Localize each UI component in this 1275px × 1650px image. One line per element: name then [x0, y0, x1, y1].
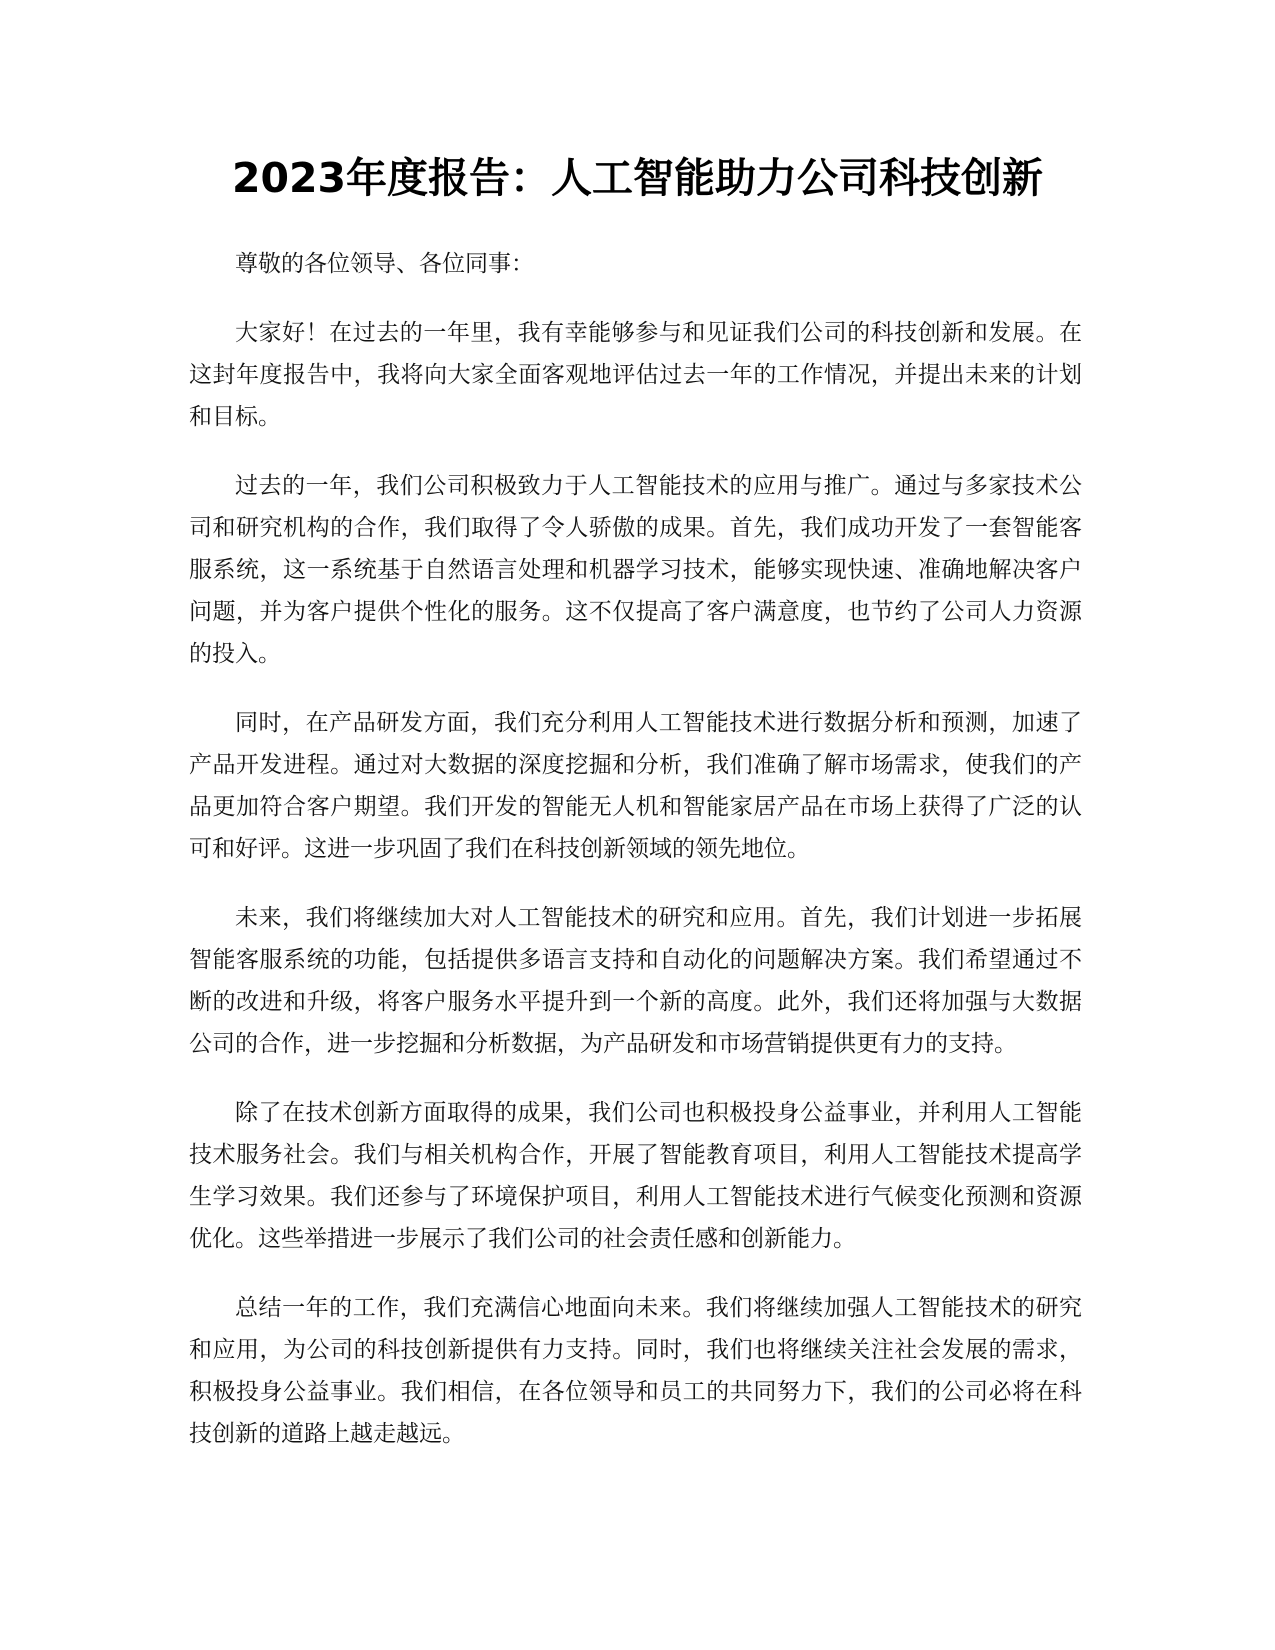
paragraph-product-rd: 同时，在产品研发方面，我们充分利用人工智能技术进行数据分析和预测，加速了产品开发进程。通过对大数据的深度挖掘和分析，我们准确了解市场需求，使我们的产品更加符合客户期望。我们开发的智能无人机和智能家居产品在市场上获得了广泛的认可和好评。这进一步巩固了我们在科技创新领域的领先地位。	[189, 710, 1082, 862]
paragraph-intro: 大家好！在过去的一年里，我有幸能够参与和见证我们公司的科技创新和发展。在这封年度报告中，我将向大家全面客观地评估过去一年的工作情况，并提出未来的计划和目标。	[189, 320, 1082, 430]
paragraph-summary: 总结一年的工作，我们充满信心地面向未来。我们将继续加强人工智能技术的研究和应用，为公司的科技创新提供有力支持。同时，我们也将继续关注社会发展的需求，积极投身公益事业。我们相信，在各位领导和员工的共同努力下，我们的公司必将在科技创新的道路上越走越远。	[189, 1295, 1082, 1447]
paragraph-salutation: 尊敬的各位领导、各位同事：	[235, 251, 534, 277]
document-body	[189, 243, 1082, 1482]
paragraph-future-plans: 未来，我们将继续加大对人工智能技术的研究和应用。首先，我们计划进一步拓展智能客服系统的功能，包括提供多语言支持和自动化的问题解决方案。我们希望通过不断的改进和升级，将客户服务水平提升到一个新的高度。此外，我们还将加强与大数据公司的合作，进一步挖掘和分析数据，为产品研发和市场营销提供更有力的支持。	[189, 905, 1082, 1057]
paragraph-ai-application: 过去的一年，我们公司积极致力于人工智能技术的应用与推广。通过与多家技术公司和研究机构的合作，我们取得了令人骄傲的成果。首先，我们成功开发了一套智能客服系统，这一系统基于自然语言处理和机器学习技术，能够实现快速、准确地解决客户问题，并为客户提供个性化的服务。这不仅提高了客户满意度，也节约了公司人力资源的投入。	[189, 473, 1082, 667]
paragraph-public-welfare: 除了在技术创新方面取得的成果，我们公司也积极投身公益事业，并利用人工智能技术服务社会。我们与相关机构合作，开展了智能教育项目，利用人工智能技术提高学生学习效果。我们还参与了环境保护项目，利用人工智能技术进行气候变化预测和资源优化。这些举措进一步展示了我们公司的社会责任感和创新能力。	[189, 1100, 1082, 1252]
document-title: 2023年度报告：人工智能助力公司科技创新	[231, 154, 1044, 202]
